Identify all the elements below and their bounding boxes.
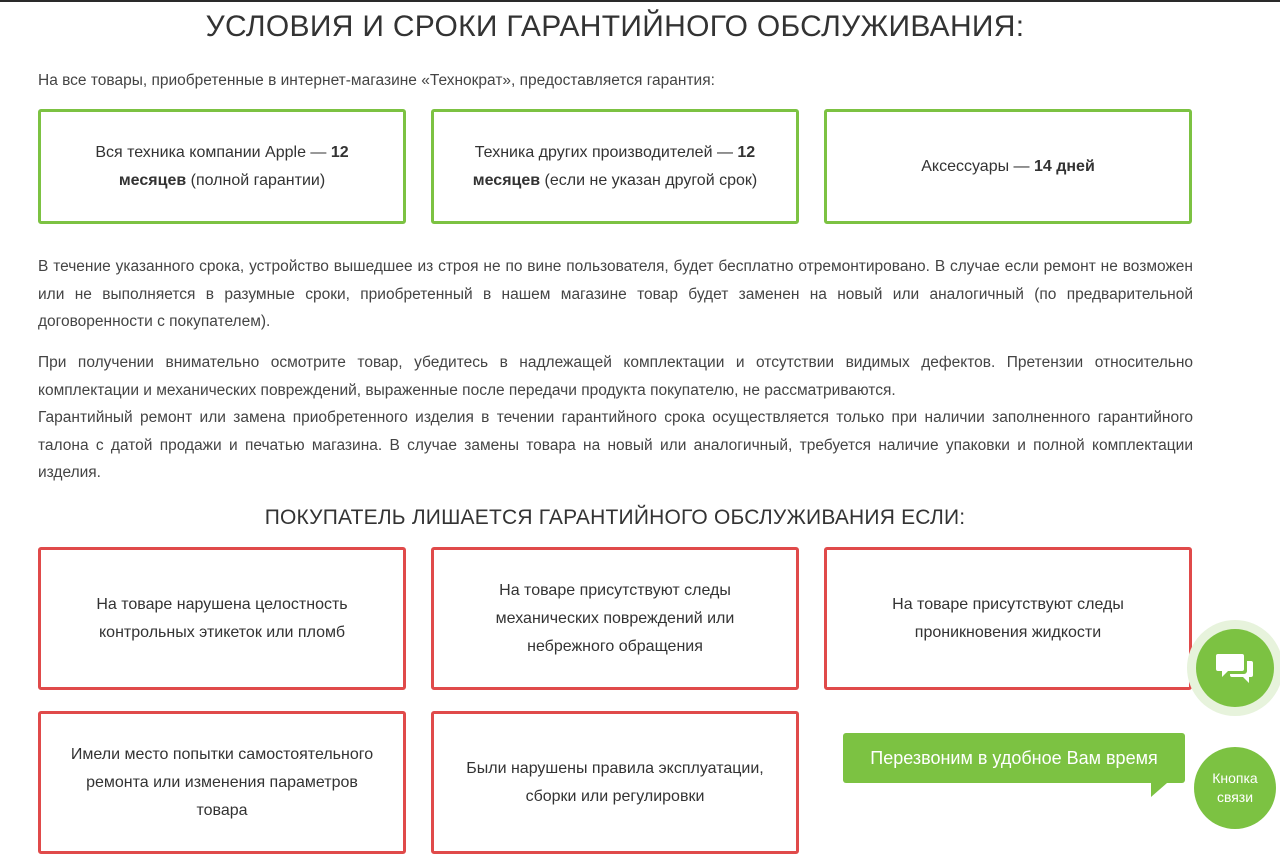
page-title: УСЛОВИЯ И СРОКИ ГАРАНТИЙНОГО ОБСЛУЖИВАНИЯ:	[205, 10, 1025, 43]
intro-text: На все товары, приобретенные в интернет-магазине «Технократ», предоставляется гарантия:	[38, 72, 715, 89]
exclusion-text: Имели место попытки самостоятельного ремонта или изменения параметров товара	[70, 745, 374, 819]
warranty-box-accessories	[824, 109, 1192, 224]
warranty-box-text: Вся техника компании Apple — 12 месяцев (полной гарантии)	[95, 143, 349, 189]
callback-button[interactable]: Перезвоним в удобное Вам время	[843, 733, 1185, 783]
top-divider	[0, 0, 1280, 2]
chat-bubbles-icon	[1216, 651, 1254, 685]
exclusion-box-seals	[38, 547, 406, 690]
warranty-box-other	[431, 109, 799, 224]
warranty-box-text: Техника других производителей — 12 месяцев (если не указан другой срок)	[472, 143, 758, 189]
paragraph-repair: В течение указанного срока, устройство вышедшее из строя не по вине пользователя, будет бесплатно отремонтировано. В случае если ремонт не возможен или не выполняется в разумные сроки, приобретенный в нашем магазине товар будет заменен на новый или аналогичный (по предварительной договоренности с покупателем).	[38, 258, 1193, 330]
exclusion-text: На товаре присутствуют следы проникновения жидкости	[892, 595, 1124, 641]
exclusion-text: На товаре нарушена целостность контрольных этикеток или пломб	[96, 595, 348, 641]
warranty-box-text: Аксессуары — 14 дней	[921, 157, 1095, 175]
exclusions-title: ПОКУПАТЕЛЬ ЛИШАЕТСЯ ГАРАНТИЙНОГО ОБСЛУЖИВАНИЯ ЕСЛИ:	[264, 506, 966, 529]
chat-button[interactable]	[1196, 629, 1274, 707]
warranty-box-apple	[38, 109, 406, 224]
exclusion-text: Были нарушены правила эксплуатации, сборки или регулировки	[466, 759, 764, 805]
callback-pointer	[1151, 783, 1167, 797]
exclusion-text: На товаре присутствуют следы механических повреждений или небрежного обращения	[495, 581, 735, 655]
exclusion-box-liquid	[824, 547, 1192, 690]
exclusion-box-usage-rules	[431, 711, 799, 854]
contact-button[interactable]: Кнопка связи	[1194, 747, 1276, 829]
exclusion-box-mechanical-damage	[431, 547, 799, 690]
exclusion-box-self-repair	[38, 711, 406, 854]
paragraph-warranty-card: Гарантийный ремонт или замена приобретенного изделия в течении гарантийного срока осуществляется только при наличии заполненного гарантийного талона с датой продажи и печатью магазина. В случае замены товара на новый или аналогичный, требуется наличие упаковки и полной комплектации изделия.	[38, 409, 1193, 481]
paragraph-inspection: При получении внимательно осмотрите товар, убедитесь в надлежащей комплектации и отсутствии видимых дефектов. Претензии относительно комплектации и механических повреждений, выраженные после передачи продукта покупателю, не рассматриваются.	[38, 354, 1193, 399]
